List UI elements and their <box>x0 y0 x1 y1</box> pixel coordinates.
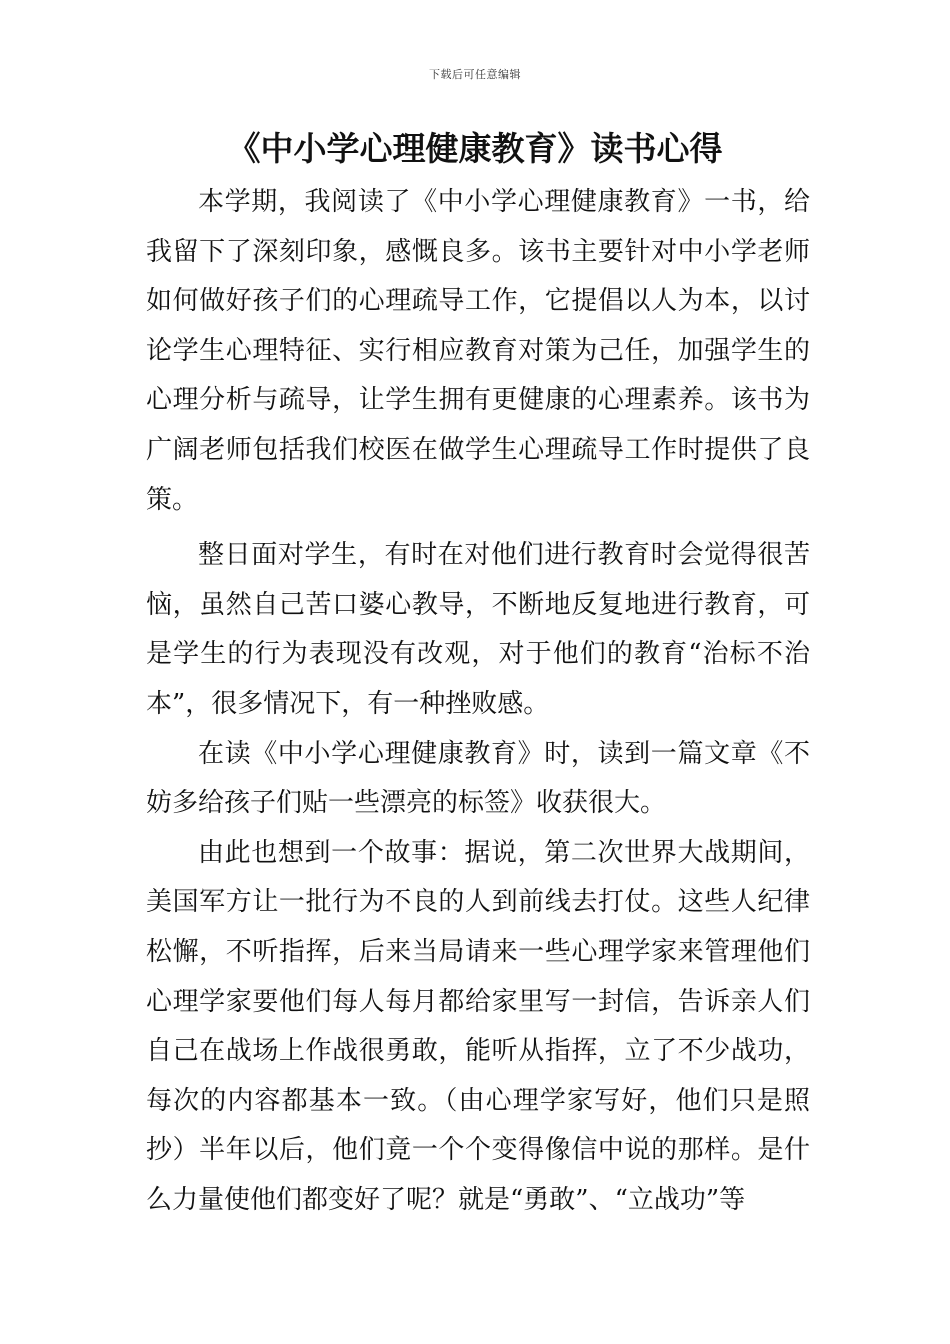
paragraph: 整日面对学生，有时在对他们进行教育时会觉得很苦恼，虽然自己苦口婆心教导，不断地反复地进行教育，可是学生的行为表现没有改观，对于他们的教育“治标不治本”，很多情况下，有一种挫败感。 <box>146 540 810 719</box>
paragraph: 本学期，我阅读了《中小学心理健康教育》一书，给我留下了深刻印象，感慨良多。该书主要针对中小学老师如何做好孩子们的心理疏导工作，它提倡以人为本，以讨论学生心理特征、实行相应教育对策为己任，加强学生的心理分析与疏导，让学生拥有更健康的心理素养。该书为广阔老师包括我们校医在做学生心理疏导工作时提供了良策。 <box>146 187 810 515</box>
document-title: 《中小学心理健康教育》读书心得 <box>227 129 723 168</box>
document-body <box>146 178 810 1225</box>
paragraph: 由此也想到一个故事：据说，第二次世界大战期间，美国军方让一批行为不良的人到前线去打仗。这些人纪律松懈，不听指挥，后来当局请来一些心理学家来管理他们心理学家要他们每人每月都给家里写一封信，告诉亲人们自己在战场上作战很勇敢，能听从指挥，立了不少战功，每次的内容都基本一致。（由心理学家写好，他们只是照抄）半年以后，他们竟一个个变得像信中说的那样。是什么力量使他们都变好了呢？就是“勇敢”、“立战功”等 <box>146 837 810 1215</box>
paragraph: 在读《中小学心理健康教育》时，读到一篇文章《不妨多给孩子们贴一些漂亮的标签》收获很大。 <box>146 738 810 819</box>
header-note: 下载后可任意编辑 <box>429 68 521 81</box>
